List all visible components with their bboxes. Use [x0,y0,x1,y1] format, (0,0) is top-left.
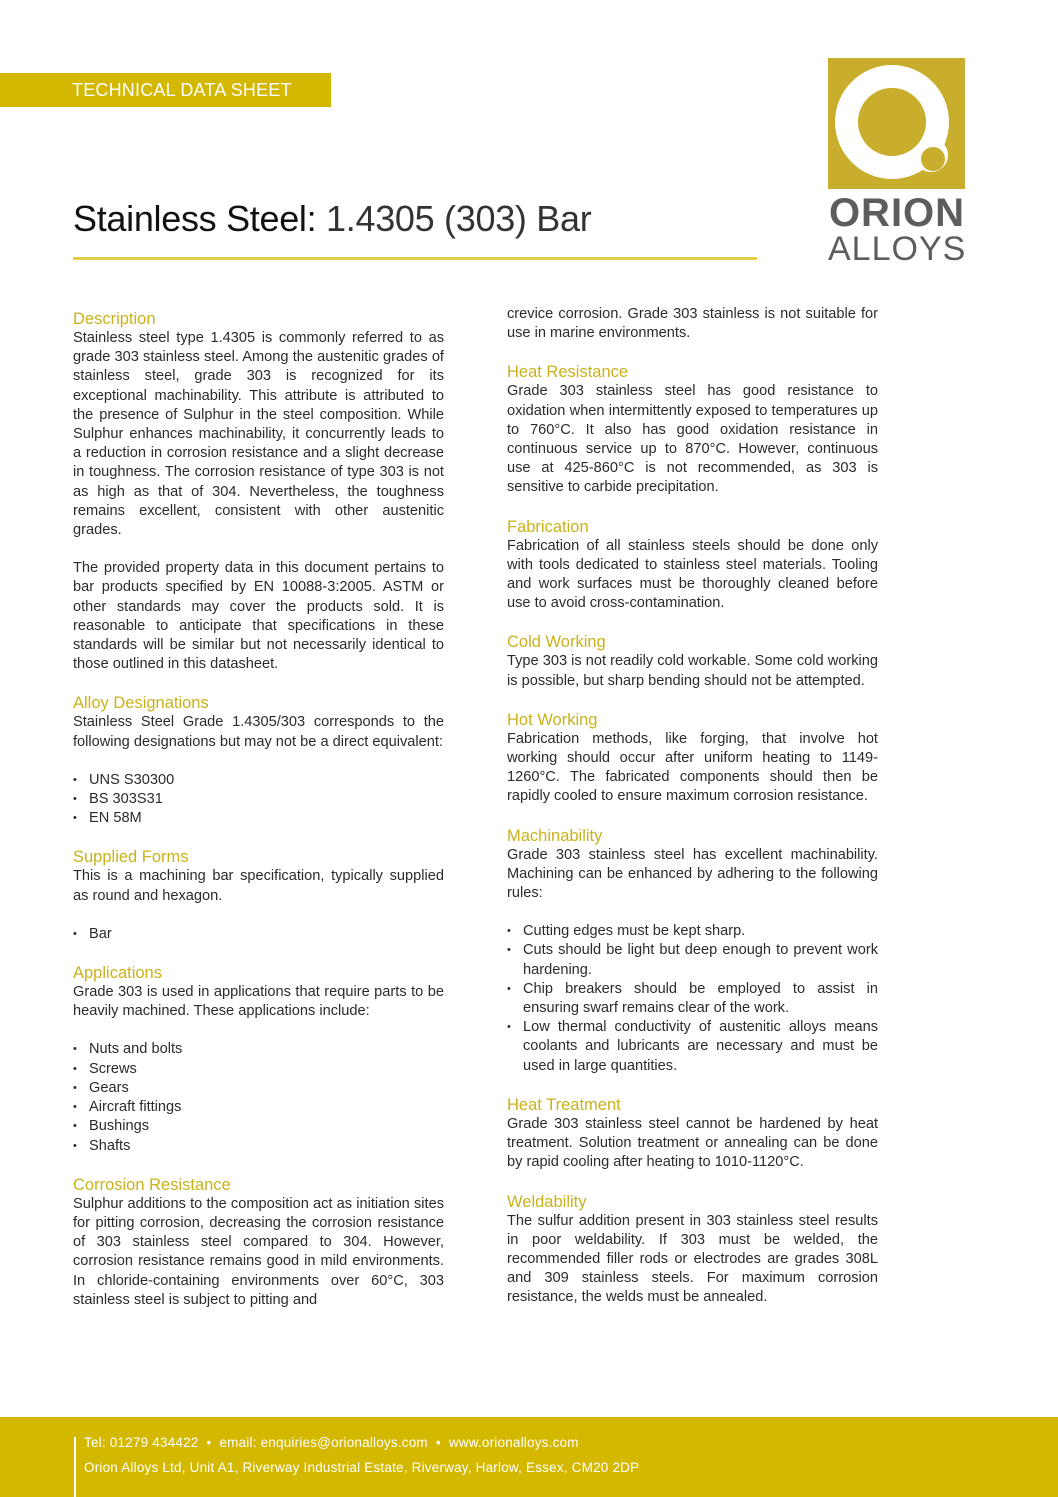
bullet-separator: • [435,1435,441,1450]
section-heat-treatment [507,1095,878,1173]
section-heading: Hot Working [507,710,598,729]
section-machinability [507,826,878,1076]
list-item: • UNS S30300 [73,771,444,790]
right-column [507,305,878,1308]
section-text: Sulphur additions to the composition act as initiation sites for pitting corrosion, decreasing the corrosion resistance of 303 stainless steel compared to 304. However, corrosion resistance remains good in mild environments. In chloride-containing environments over 60°C, 303 stainless steel is subject to pitting and [73,1195,444,1308]
footer-address: Orion Alloys Ltd, Unit A1, Riverway Industrial Estate, Riverway, Harlow, Essex, CM20 2DP [84,1460,640,1475]
logo-wordmark-alloys: ALLOYS [828,230,967,268]
section-text: Fabrication methods, like forging, that involve hot working should occur after uniform heating to 1149-1260°C. The fabricated components should then be rapidly cooled to ensure maximum corrosion resistance. [507,730,878,805]
section-text: Stainless Steel Grade 1.4305/303 corresponds to the following designations but may not be a direct equivalent: [73,714,444,750]
list-item: • Cuts should be light but deep enough to prevent work hardening. [507,941,878,979]
orion-q-logo-icon [828,58,965,189]
footer-divider [74,1437,76,1497]
section-heading: Weldability [507,1192,587,1211]
section-heading: Applications [73,964,162,983]
section-cold-working [507,632,878,690]
list-item: • BS 303S31 [73,790,444,809]
forms-list [73,925,444,944]
section-text: Grade 303 stainless steel has good resistance to oxidation when intermittently exposed to temperatures up to 760°C. It also has good oxidation resistance in continuous service up to 870°C. However, continuous use at 425-860°C is not recommended, as 303 is sensitive to carbide precipitation. [507,383,878,496]
document-type-label: TECHNICAL DATA SHEET [72,80,292,100]
footer-contact-line [84,1435,579,1450]
section-text: This is a machining bar specification, typically supplied as round and hexagon. [73,868,444,904]
section-weldability [507,1192,878,1308]
section-heat-resistance [507,362,878,497]
description-paragraph-1: Stainless steel type 1.4305 is commonly referred to as grade 303 stainless steel. Among the austenitic grades of stainless steel, grade 303 is recognized for its exceptional machinability. This attribute is attributed to the presence of Sulphur in the steel composition. While Sulphur enhances machinability, it concurrently leads to a reduction in corrosion resistance and a slight decrease in toughness. The corrosion resistance of type 303 is not as high as that of 304. Nevertheless, the toughness remains excellent, consistent with other austenitic grades. [73,330,444,539]
list-item: • Bar [73,925,444,944]
section-heading: Machinability [507,826,603,845]
logo-wordmark-orion: ORION [828,191,966,235]
section-fabrication [507,517,878,614]
list-item: • EN 58M [73,809,444,828]
section-applications [73,963,444,1156]
section-text: crevice corrosion. Grade 303 stainless is not suitable for use in marine environments. [507,306,878,342]
list-item: • Low thermal conductivity of austenitic alloys means coolants and lubricants are necessary and must be used in large quantities. [507,1018,878,1076]
list-item: • Bushings [73,1117,444,1136]
section-alloy-designations [73,693,444,828]
list-item: • Chip breakers should be employed to assist in ensuring swarf remains clear of the work. [507,980,878,1018]
list-item: • Cutting edges must be kept sharp. [507,922,878,941]
section-text: Grade 303 stainless steel has excellent machinability. Machining can be enhanced by adhering to the following rules: [507,846,878,902]
footer [0,1417,1058,1497]
section-heading: Cold Working [507,633,606,652]
title-divider [73,257,757,260]
page-title-material: Stainless Steel: [73,198,317,239]
section-description [73,309,444,674]
list-item: • Nuts and bolts [73,1040,444,1059]
section-heading: Heat Resistance [507,363,629,382]
section-heading: Alloy Designations [73,694,209,713]
footer-email-link[interactable]: email: enquiries@orionalloys.com [219,1435,428,1450]
section-heading: Heat Treatment [507,1095,621,1114]
footer-website-link[interactable]: www.orionalloys.com [448,1435,579,1450]
list-item: • Aircraft fittings [73,1098,444,1117]
section-heading: Corrosion Resistance [73,1175,231,1194]
left-column [73,309,444,1310]
machinability-rules-list [507,922,878,1076]
section-hot-working [507,710,878,807]
section-text: Grade 303 stainless steel cannot be hardened by heat treatment. Solution treatment or annealing can be done by rapid cooling after heating to 1010-1120°C. [507,1115,878,1171]
list-item: • Shafts [73,1137,444,1156]
bullet-separator: • [206,1435,212,1450]
section-corrosion-resistance [73,1175,444,1310]
footer-phone[interactable]: Tel: 01279 434422 [84,1435,199,1450]
description-paragraph-2: The provided property data in this document pertains to bar products specified by EN 10088-3:2005. ASTM or other standards may cover the products sold. It is reasonable to anticipate that specifications in these standards will be similar but not necessarily identical to those outlined in this datasheet. [73,560,444,673]
section-text: The sulfur addition present in 303 stainless steel results in poor weldability. If 303 must be welded, the recommended filler rods or electrodes are grades 308L and 309 stainless steels. For maximum corrosion resistance, the welds must be annealed. [507,1212,878,1306]
document-type-banner [0,73,331,107]
section-corrosion-continued [507,305,878,343]
section-text: Grade 303 is used in applications that require parts to be heavily machined. These applications include: [73,984,444,1020]
section-heading: Description [73,310,156,328]
list-item: • Gears [73,1079,444,1098]
section-text: Type 303 is not readily cold workable. Some cold working is possible, but sharp bending should not be attempted. [507,653,878,689]
section-heading: Fabrication [507,517,589,536]
orion-alloys-logo [828,58,966,266]
section-heading: Supplied Forms [73,848,189,867]
applications-list [73,1040,444,1155]
page-title-grade: 1.4305 (303) Bar [316,198,592,239]
list-item: • Screws [73,1060,444,1079]
designations-list [73,771,444,829]
section-text: Fabrication of all stainless steels should be done only with tools dedicated to stainless steel materials. Tooling and work surfaces must be thoroughly cleaned before use to avoid cross-contamination. [507,537,878,612]
section-supplied-forms [73,847,444,944]
page-title [73,198,591,240]
